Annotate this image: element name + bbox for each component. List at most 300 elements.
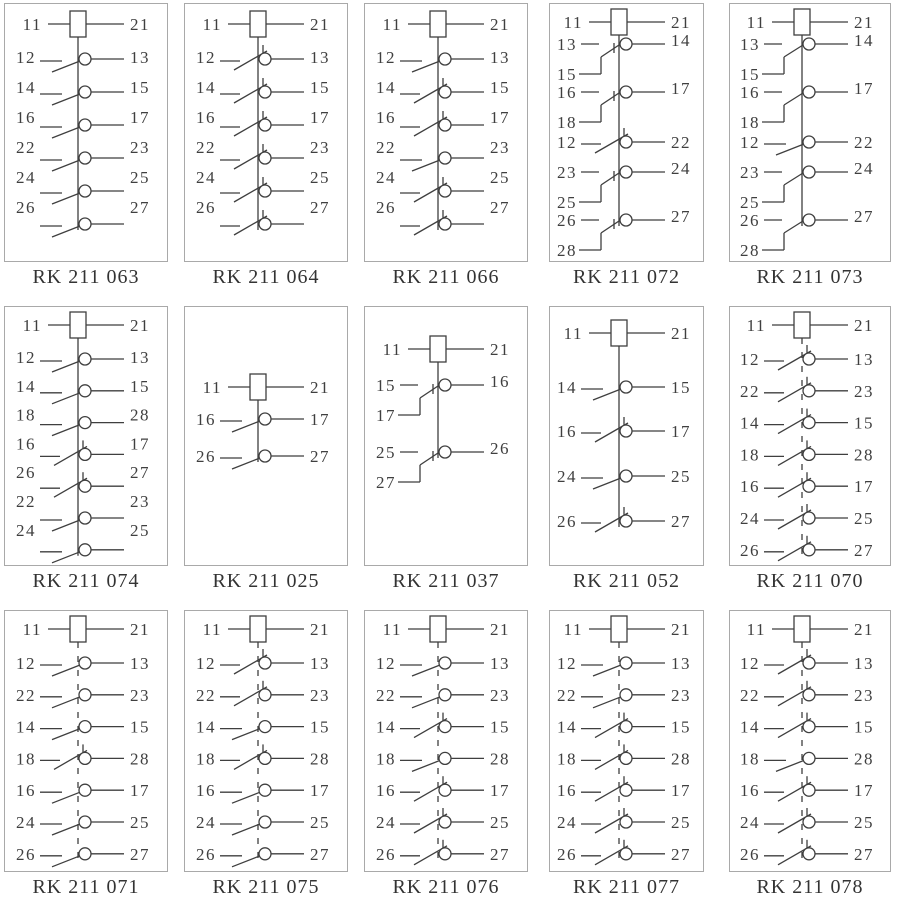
- contact-terminal-icon: [259, 152, 271, 164]
- contact-blade-icon: [593, 478, 621, 489]
- contact-row: [196, 78, 330, 103]
- contact-row: [196, 138, 330, 169]
- contact-blade-icon: [52, 361, 80, 372]
- contact-terminal-icon: [79, 721, 91, 733]
- contact-row: [376, 372, 510, 425]
- contact-terminal-icon: [620, 752, 632, 764]
- contact-terminal-icon: [803, 136, 815, 148]
- contact-terminal-icon: [620, 816, 632, 828]
- coil-icon: [430, 616, 446, 642]
- terminal-label: 18: [740, 749, 760, 769]
- relay-cell: [729, 306, 891, 593]
- terminal-label: 23: [130, 492, 150, 511]
- coil-icon: [70, 616, 86, 642]
- coil-terminal-label: 21: [310, 620, 330, 639]
- terminal-label: 27: [490, 198, 510, 217]
- contact-row: [16, 521, 150, 563]
- contact-row: [196, 45, 330, 70]
- cell-title: RK 211 076: [392, 876, 500, 898]
- contact-row: [16, 406, 150, 436]
- contact-row: [376, 78, 510, 103]
- contact-row: [376, 439, 510, 492]
- contact-blade-icon: [232, 792, 260, 803]
- contact-row: [740, 377, 874, 402]
- contact-row: [557, 654, 691, 676]
- terminal-label: 17: [854, 477, 874, 497]
- contact-row: [740, 681, 874, 706]
- diagram-box: [184, 306, 348, 566]
- terminal-label: 15: [490, 78, 510, 97]
- contact-row: [16, 781, 150, 803]
- contact-row: [16, 654, 150, 676]
- cell-title: RK 211 078: [756, 876, 864, 898]
- terminal-label: 26: [557, 211, 577, 230]
- terminal-label: 18: [740, 445, 760, 465]
- contact-terminal-icon: [259, 689, 271, 701]
- contact-terminal-icon: [803, 38, 815, 50]
- terminal-label: 24: [376, 813, 396, 832]
- terminal-label: 15: [671, 717, 691, 737]
- contact-blade-icon: [52, 127, 80, 138]
- contact-row: [16, 138, 150, 171]
- coil-terminal-label: 21: [130, 15, 150, 34]
- contact-blade-icon: [784, 93, 803, 105]
- contact-row: [740, 649, 874, 674]
- contact-row: [16, 108, 150, 138]
- terminal-label: 26: [16, 844, 36, 864]
- relay-cell: [729, 3, 891, 289]
- coil-terminal-label: 11: [22, 15, 42, 34]
- contact-row: [557, 128, 691, 153]
- contact-row: [196, 198, 330, 235]
- contact-row: [376, 138, 510, 171]
- contact-row: [16, 48, 150, 72]
- relay-cell: [364, 306, 528, 593]
- contact-row: [16, 78, 150, 105]
- contact-row: [557, 31, 691, 84]
- contact-row: [196, 410, 330, 432]
- coil-icon: [794, 616, 810, 642]
- terminal-label: 17: [490, 781, 510, 801]
- contact-terminal-icon: [620, 86, 632, 98]
- contact-blade-icon: [412, 760, 440, 771]
- contact-blade-icon: [52, 824, 80, 835]
- contact-row: [557, 417, 691, 442]
- contact-terminal-icon: [620, 784, 632, 796]
- contact-row: [740, 536, 874, 561]
- terminal-label: 17: [310, 108, 330, 127]
- coil-terminal-label: 21: [130, 316, 150, 335]
- terminal-label: 14: [740, 717, 760, 737]
- terminal-label: 18: [557, 749, 577, 769]
- coil-terminal-label: 11: [202, 378, 222, 397]
- contact-terminal-icon: [620, 689, 632, 701]
- terminal-label: 13: [740, 35, 760, 54]
- contact-terminal-icon: [439, 446, 451, 458]
- terminal-label: 22: [671, 133, 691, 152]
- terminal-label: 22: [376, 138, 396, 157]
- contact-terminal-icon: [259, 413, 271, 425]
- contact-row: [16, 845, 150, 867]
- coil-terminal-label: 21: [671, 13, 691, 32]
- terminal-label: 26: [740, 844, 760, 864]
- terminal-label: 16: [196, 781, 216, 801]
- contact-terminal-icon: [259, 784, 271, 796]
- coil-terminal-label: 21: [310, 378, 330, 397]
- contact-blade-icon: [232, 856, 260, 867]
- coil-icon: [250, 374, 266, 400]
- contact-row: [16, 718, 150, 740]
- terminal-label: 13: [130, 48, 150, 67]
- terminal-label: 28: [557, 241, 577, 260]
- terminal-label: 15: [310, 717, 330, 737]
- contact-row: [196, 813, 330, 835]
- contact-blade-icon: [52, 393, 80, 404]
- terminal-label: 14: [854, 31, 874, 50]
- coil-terminal-label: 11: [202, 15, 222, 34]
- contact-terminal-icon: [803, 512, 815, 524]
- terminal-label: 26: [376, 844, 396, 864]
- cell-title: RK 211 037: [392, 570, 500, 592]
- contact-terminal-icon: [439, 379, 451, 391]
- terminal-label: 25: [490, 168, 510, 187]
- contact-row: [557, 808, 691, 833]
- terminal-label: 28: [130, 405, 150, 425]
- contact-terminal-icon: [803, 784, 815, 796]
- terminal-label: 12: [557, 133, 577, 152]
- contact-terminal-icon: [79, 848, 91, 860]
- terminal-label: 16: [557, 781, 577, 801]
- contact-row: [376, 808, 510, 833]
- contact-blade-icon: [784, 173, 803, 185]
- contact-terminal-icon: [439, 657, 451, 669]
- terminal-label: 27: [310, 198, 330, 217]
- contact-blade-icon: [52, 792, 80, 803]
- terminal-label: 26: [376, 198, 396, 217]
- contact-terminal-icon: [803, 214, 815, 226]
- terminal-label: 25: [854, 509, 874, 528]
- contact-row: [376, 713, 510, 738]
- diagram-box: [549, 610, 704, 872]
- terminal-label: 22: [16, 138, 36, 157]
- coil-icon: [611, 320, 627, 346]
- terminal-label: 24: [557, 467, 577, 486]
- circuit-svg: [185, 611, 347, 871]
- contact-terminal-icon: [803, 353, 815, 365]
- terminal-label: 12: [740, 133, 760, 152]
- coil-terminal-label: 21: [490, 340, 510, 359]
- terminal-label: 27: [671, 844, 691, 864]
- terminal-label: 13: [490, 48, 510, 67]
- terminal-label: 13: [310, 48, 330, 67]
- contact-terminal-icon: [79, 752, 91, 764]
- terminal-label: 23: [671, 685, 691, 705]
- terminal-label: 12: [557, 654, 577, 673]
- contact-terminal-icon: [620, 515, 632, 527]
- contact-row: [557, 840, 691, 865]
- contact-blade-icon: [52, 94, 80, 105]
- contact-terminal-icon: [620, 657, 632, 669]
- contact-terminal-icon: [439, 848, 451, 860]
- terminal-label: 27: [130, 463, 150, 483]
- contact-blade-icon: [784, 221, 803, 233]
- contact-terminal-icon: [620, 425, 632, 437]
- contact-terminal-icon: [803, 721, 815, 733]
- terminal-label: 27: [671, 512, 691, 531]
- contact-row: [557, 378, 691, 400]
- contact-blade-icon: [52, 61, 80, 72]
- contact-blade-icon: [412, 61, 440, 72]
- contact-terminal-icon: [79, 86, 91, 98]
- terminal-label: 27: [310, 447, 330, 466]
- relay-cell: [549, 306, 704, 593]
- coil-icon: [70, 312, 86, 338]
- cell-title: RK 211 063: [32, 266, 140, 288]
- terminal-label: 16: [376, 781, 396, 801]
- contact-terminal-icon: [803, 848, 815, 860]
- terminal-label: 25: [310, 813, 330, 832]
- terminal-label: 12: [16, 654, 36, 673]
- coil-terminal-label: 21: [130, 620, 150, 639]
- cell-title: RK 211 073: [756, 266, 864, 288]
- cell-title: RK 211 070: [756, 570, 864, 592]
- coil-terminal-label: 11: [382, 15, 402, 34]
- contact-row: [740, 713, 874, 738]
- coil-terminal-label: 21: [854, 316, 874, 335]
- contact-terminal-icon: [803, 657, 815, 669]
- contact-terminal-icon: [259, 721, 271, 733]
- coil-terminal-label: 21: [671, 620, 691, 639]
- contact-row: [376, 108, 510, 136]
- contact-terminal-icon: [803, 448, 815, 460]
- terminal-label: 24: [16, 168, 36, 187]
- terminal-label: 24: [376, 168, 396, 187]
- coil-icon: [611, 9, 627, 35]
- contact-terminal-icon: [803, 417, 815, 429]
- coil-icon: [611, 616, 627, 642]
- contact-row: [196, 845, 330, 867]
- relay-cell: [729, 610, 891, 899]
- relay-cell: [549, 3, 704, 289]
- contact-terminal-icon: [79, 417, 91, 429]
- terminal-label: 23: [854, 685, 874, 705]
- terminal-label: 15: [557, 65, 577, 84]
- coil-terminal-label: 11: [202, 620, 222, 639]
- circuit-svg: [550, 611, 703, 871]
- contact-blade-icon: [232, 729, 260, 740]
- contact-row: [196, 447, 330, 469]
- contact-blade-icon: [52, 552, 80, 563]
- terminal-label: 17: [854, 79, 874, 98]
- relay-cell: [4, 3, 168, 289]
- contact-blade-icon: [52, 729, 80, 740]
- coil-terminal-label: 21: [490, 15, 510, 34]
- contact-terminal-icon: [439, 689, 451, 701]
- coil-terminal-label: 11: [563, 13, 583, 32]
- contact-terminal-icon: [259, 218, 271, 230]
- relay-cell: [549, 610, 704, 899]
- diagram-box: [549, 306, 704, 566]
- contact-terminal-icon: [79, 119, 91, 131]
- terminal-label: 16: [740, 781, 760, 801]
- terminal-label: 13: [490, 654, 510, 673]
- circuit-svg: [365, 611, 527, 871]
- cell-title: RK 211 075: [212, 876, 320, 898]
- contact-terminal-icon: [439, 816, 451, 828]
- coil-icon: [794, 9, 810, 35]
- contact-row: [196, 649, 330, 674]
- terminal-label: 24: [740, 813, 760, 832]
- contact-row: [740, 776, 874, 801]
- circuit-svg: [5, 307, 167, 565]
- terminal-label: 14: [196, 717, 216, 737]
- terminal-label: 27: [376, 473, 396, 492]
- terminal-label: 17: [310, 781, 330, 801]
- terminal-label: 15: [130, 78, 150, 97]
- contact-blade-icon: [52, 520, 80, 531]
- coil-terminal-label: 21: [854, 13, 874, 32]
- terminal-label: 23: [310, 685, 330, 705]
- contact-terminal-icon: [79, 53, 91, 65]
- contact-row: [740, 808, 874, 833]
- circuit-svg: [5, 611, 167, 871]
- contact-terminal-icon: [259, 816, 271, 828]
- terminal-label: 13: [310, 654, 330, 673]
- circuit-svg: [730, 611, 890, 871]
- terminal-label: 14: [16, 717, 36, 737]
- contact-terminal-icon: [79, 448, 91, 460]
- terminal-label: 13: [854, 654, 874, 673]
- contact-blade-icon: [776, 760, 804, 771]
- terminal-label: 26: [557, 844, 577, 864]
- contact-row: [376, 48, 510, 72]
- cell-title: RK 211 064: [212, 266, 320, 288]
- terminal-label: 22: [196, 685, 216, 705]
- terminal-label: 18: [557, 113, 577, 132]
- contact-terminal-icon: [79, 353, 91, 365]
- terminal-label: 25: [130, 168, 150, 187]
- coil-terminal-label: 11: [563, 324, 583, 343]
- terminal-label: 22: [854, 133, 874, 152]
- contact-row: [740, 159, 874, 212]
- terminal-label: 24: [854, 159, 874, 178]
- contact-blade-icon: [232, 421, 260, 432]
- terminal-label: 27: [854, 844, 874, 864]
- coil-icon: [70, 11, 86, 37]
- diagram-box: [4, 610, 168, 872]
- terminal-label: 17: [310, 410, 330, 429]
- cell-title: RK 211 025: [212, 570, 320, 592]
- contact-terminal-icon: [439, 86, 451, 98]
- contact-terminal-icon: [79, 218, 91, 230]
- terminal-label: 15: [671, 378, 691, 397]
- contact-terminal-icon: [439, 721, 451, 733]
- coil-icon: [250, 616, 266, 642]
- contact-terminal-icon: [259, 450, 271, 462]
- contact-terminal-icon: [79, 816, 91, 828]
- cell-title: RK 211 072: [572, 266, 681, 288]
- contact-row: [740, 133, 874, 155]
- contact-terminal-icon: [620, 136, 632, 148]
- coil-terminal-label: 11: [22, 620, 42, 639]
- terminal-label: 13: [557, 35, 577, 54]
- terminal-label: 24: [196, 168, 216, 187]
- contact-row: [376, 776, 510, 801]
- diagram-box: [4, 3, 168, 262]
- contact-terminal-icon: [439, 53, 451, 65]
- contact-terminal-icon: [620, 470, 632, 482]
- contact-terminal-icon: [259, 86, 271, 98]
- contact-row: [196, 781, 330, 803]
- terminal-label: 28: [310, 749, 330, 769]
- terminal-label: 12: [16, 348, 36, 367]
- diagram-box: [184, 3, 348, 262]
- contact-terminal-icon: [79, 544, 91, 556]
- circuit-svg: [730, 4, 890, 261]
- contact-blade-icon: [52, 697, 80, 708]
- contact-row: [557, 507, 691, 532]
- contact-blade-icon: [52, 856, 80, 867]
- contact-blade-icon: [52, 160, 80, 171]
- coil-terminal-label: 11: [382, 620, 402, 639]
- cell-title: RK 211 066: [392, 266, 500, 288]
- contact-row: [16, 813, 150, 835]
- contact-terminal-icon: [620, 721, 632, 733]
- coil-terminal-label: 11: [746, 620, 766, 639]
- contact-terminal-icon: [803, 816, 815, 828]
- coil-icon: [794, 312, 810, 338]
- contact-blade-icon: [412, 665, 440, 676]
- diagram-box: [549, 3, 704, 262]
- terminal-label: 13: [130, 654, 150, 673]
- terminal-label: 23: [490, 685, 510, 705]
- contact-row: [196, 168, 330, 202]
- terminal-label: 17: [130, 434, 150, 454]
- cell-title: RK 211 077: [572, 876, 681, 898]
- contact-row: [557, 744, 691, 769]
- terminal-label: 16: [196, 108, 216, 127]
- terminal-label: 24: [671, 159, 691, 178]
- terminal-label: 14: [16, 376, 36, 396]
- terminal-label: 24: [557, 813, 577, 832]
- terminal-label: 26: [16, 463, 36, 483]
- terminal-label: 15: [376, 376, 396, 395]
- circuit-svg: [5, 4, 167, 261]
- cell-title: RK 211 071: [32, 876, 140, 898]
- terminal-label: 22: [740, 685, 760, 705]
- contact-blade-icon: [412, 697, 440, 708]
- contact-row: [16, 744, 150, 769]
- terminal-label: 25: [310, 168, 330, 187]
- contact-row: [376, 840, 510, 865]
- contact-row: [557, 467, 691, 489]
- contact-terminal-icon: [803, 689, 815, 701]
- contact-row: [557, 159, 691, 212]
- terminal-label: 18: [740, 113, 760, 132]
- contact-terminal-icon: [79, 385, 91, 397]
- terminal-label: 16: [196, 410, 216, 429]
- contact-row: [740, 79, 874, 132]
- contact-terminal-icon: [439, 784, 451, 796]
- contact-blade-icon: [52, 193, 80, 204]
- terminal-label: 27: [310, 844, 330, 864]
- contact-row: [16, 434, 150, 465]
- diagram-box: [364, 306, 528, 566]
- contact-row: [740, 749, 874, 771]
- contact-row: [740, 207, 874, 260]
- terminal-label: 16: [557, 422, 577, 441]
- contact-terminal-icon: [79, 512, 91, 524]
